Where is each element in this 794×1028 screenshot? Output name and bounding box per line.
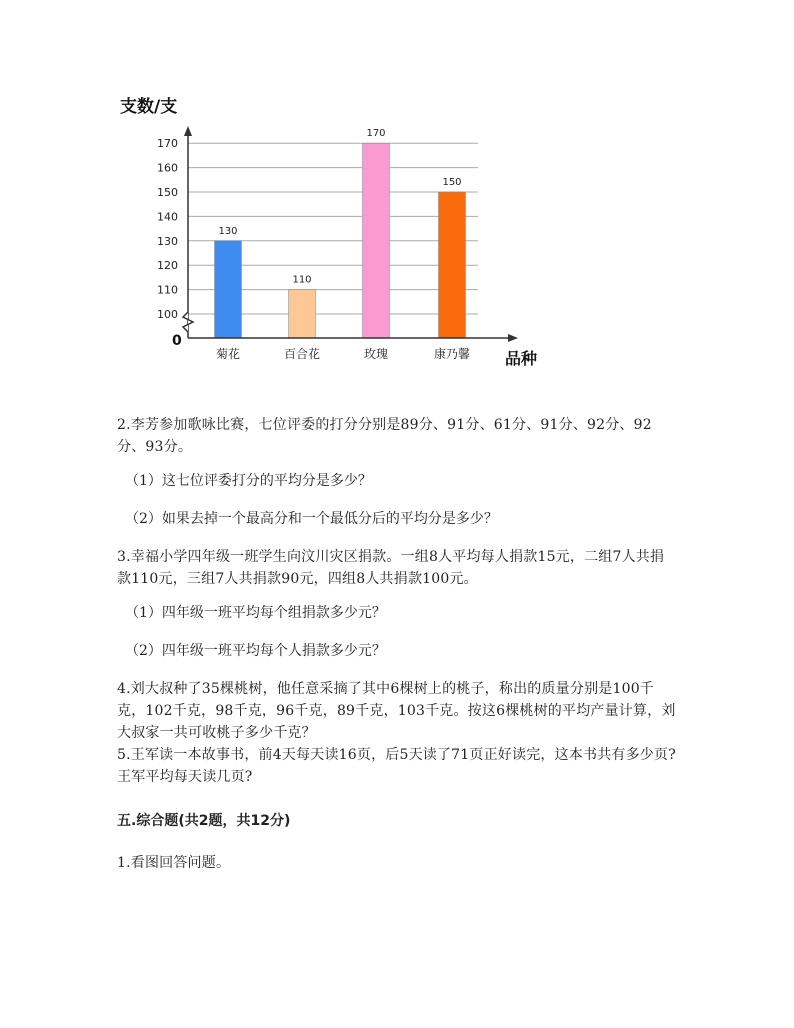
x-axis-arrow	[508, 334, 518, 342]
y-axis-title: 支数/支	[120, 97, 178, 117]
x-category-label: 玫瑰	[363, 347, 389, 361]
bar	[289, 290, 316, 338]
y-tick-label: 120	[157, 259, 178, 273]
bar	[215, 241, 242, 338]
x-category-labels	[216, 346, 470, 361]
y-tick-label: 130	[157, 234, 178, 248]
section-5-question-1: 1.看图回答问题。	[117, 855, 231, 871]
y-tick-label: 170	[157, 137, 178, 151]
question-2-text: 2.李芳参加歌咏比赛，七位评委的打分分别是89分、91分、61分、91分、92分、92分、93分。	[117, 417, 652, 455]
y-ticks	[157, 137, 178, 321]
bar-value-label: 170	[366, 128, 386, 140]
y-tick-label: 110	[157, 283, 178, 297]
x-category-label: 百合花	[283, 347, 321, 361]
bars	[215, 128, 466, 338]
x-axis-title: 品种	[505, 349, 538, 368]
question-3-part-1: （1）四年级一班平均每个组捐款多少元？	[125, 605, 386, 621]
x-category-label: 康乃馨	[433, 347, 471, 361]
y-axis-break	[183, 312, 193, 332]
question-3-text: 3.幸福小学四年级一班学生向汶川灾区捐款。一组8人平均每人捐款15元，二组7人共捐款110元，三组7人共捐款90元，四组8人共捐款100元。	[117, 549, 665, 587]
bar-value-label: 110	[292, 274, 312, 286]
y-tick-label: 150	[157, 186, 178, 199]
bar-value-label: 130	[218, 225, 238, 237]
section-5-heading: 五.综合题(共2题，共12分)	[117, 813, 291, 829]
question-2-part-2: （2）如果去掉一个最高分和一个最低分后的平均分是多少？	[125, 511, 498, 527]
question-5-text: 5.王军读一本故事书，前4天每天读16页，后5天读了71页正好读完，这本书共有多少页?王军平均每天读几页?	[117, 747, 676, 785]
y-tick-label: 100	[157, 308, 178, 321]
question-3-part-2: （2）四年级一班平均每个人捐款多少元？	[125, 643, 386, 659]
question-4-text: 4.刘大叔种了35棵桃树，他任意采摘了其中6棵树上的桃子，称出的质量分别是100千克，102千克，98千克，96千克，89千克，103千克。按这6棵桃树的平均产量计算，刘大叔家一共可收桃子多少千克？	[117, 681, 676, 741]
y-axis-arrow	[184, 126, 192, 136]
question-2-part-1: （1）这七位评委打分的平均分是多少？	[125, 473, 372, 489]
y-tick-label: 160	[157, 161, 178, 175]
y-tick-label: 140	[157, 210, 178, 224]
x-category-label: 菊花	[215, 347, 241, 361]
bar-chart	[110, 88, 560, 373]
bar	[439, 192, 466, 338]
origin-label: 0	[172, 333, 182, 349]
bar	[363, 143, 390, 338]
bar-value-label: 150	[442, 177, 462, 188]
